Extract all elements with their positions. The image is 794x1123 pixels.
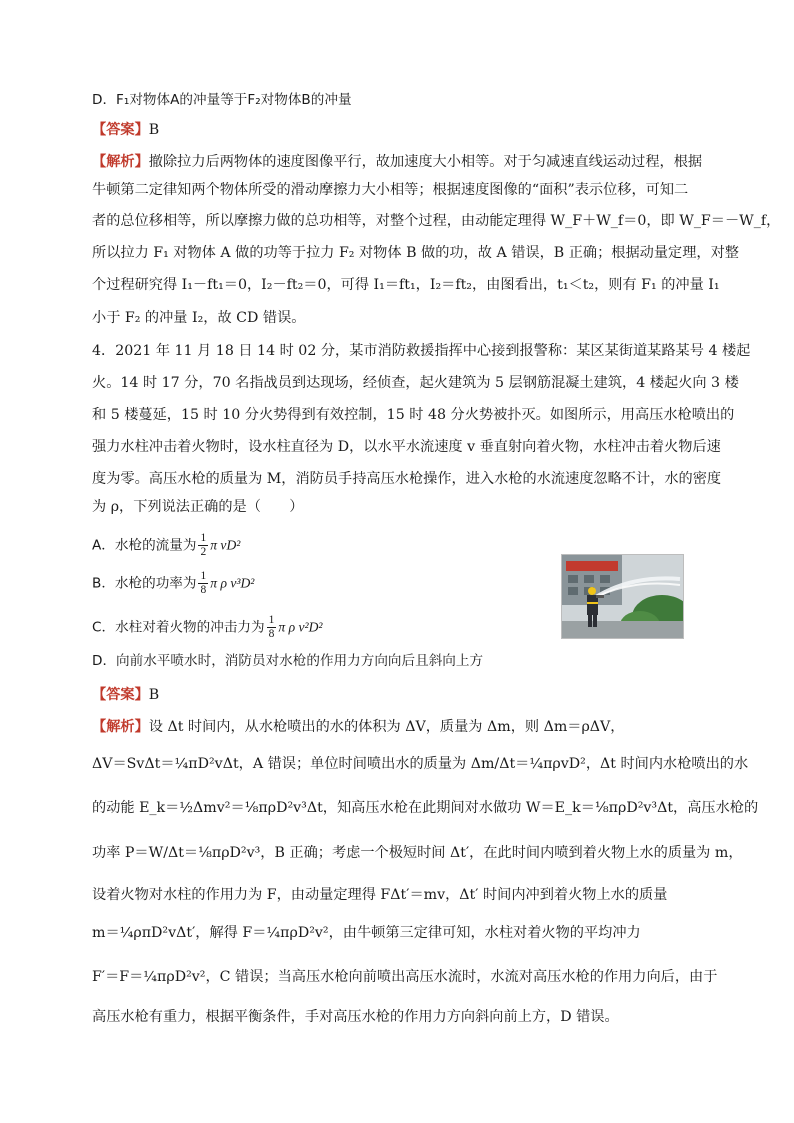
answer-tag: 【答案】 [92, 687, 149, 703]
q4-analysis-line-6: m＝¼ρπD²vΔt′，解得 F＝¼πρD²v²，由牛顿第三定律可知，水柱对着火物的平均冲力 [92, 925, 641, 941]
q4-stem-line-1: 4．2021 年 11 月 18 日 14 时 02 分，某市消防救援指挥中心接到报警称：某区某街道某路某号 4 楼起 [92, 343, 751, 359]
q3-answer [92, 119, 159, 141]
q4-analysis-line-2: ΔV＝SvΔt＝¼πD²vΔt，A 错误；单位时间喷出水的质量为 Δm/Δt＝¼πρvD²，Δt 时间内水枪喷出的水 [92, 756, 749, 772]
q3-analysis-line-5: 个过程研究得 I₁－ft₁＝0，I₂－ft₂＝0，可得 I₁＝ft₁，I₂＝ft₂，由图看出，t₁＜t₂，则有 F₁ 的冲量 I₁ [92, 277, 720, 293]
answer-value: B [148, 122, 160, 138]
q4-stem-line-2: 火。14 时 17 分，70 名指战员到达现场，经侦查，起火建筑为 5 层钢筋混凝土建筑，4 楼起火向 3 楼 [92, 375, 739, 391]
firefighter-photo [561, 554, 684, 639]
prev-option-d: D．F₁对物体A的冲量等于F₂对物体B的冲量 [92, 92, 352, 108]
fraction: $\frac{1}{8}$ [200, 570, 207, 596]
q4-analysis-line-4: 功率 P＝W/Δt＝⅛πρD²v³，B 正确；考虑一个极短时间 Δt′，在此时间内喷到着火物上水的质量为 m， [92, 845, 743, 861]
fraction: $\frac{1}{2}$ [200, 532, 207, 558]
q3-analysis-line-3: 者的总位移相等，所以摩擦力做的总功相等，对整个过程，由动能定理得 W_F＋W_f＝0，即 W_F＝－W_f， [92, 213, 781, 229]
q3-analysis-line-4: 所以拉力 F₁ 对物体 A 做的功等于拉力 F₂ 对物体 B 做的功，故 A 错误，B 正确；根据动量定理，对整 [92, 245, 739, 261]
q4-stem-line-4: 强力水柱冲击着火物时，设水柱直径为 D，以水平水流速度 v 垂直射向着火物，水柱冲击着火物后速 [92, 439, 721, 455]
q4-analysis-line-3: 的动能 E_k＝½Δmv²＝⅛πρD²v³Δt，知高压水枪在此期间对水做功 W＝E_k＝⅛πρD²v³Δt，高压水枪的 [92, 800, 759, 816]
q3-analysis-line-1: 【解析】撤除拉力后两物体的速度图像平行，故加速度大小相等。对于匀减速直线运动过程，根据 [92, 154, 703, 170]
q4-stem-line-6: 为 ρ，下列说法正确的是（ ） [92, 499, 304, 515]
q4-option-d: D．向前水平喷水时，消防员对水枪的作用力方向向后且斜向上方 [92, 653, 484, 669]
q4-option-a: A．水枪的流量为 $\frac{1}{2}$ π vD² [92, 532, 241, 558]
answer-value: B [148, 687, 160, 703]
analysis-tag: 【解析】 [92, 719, 149, 735]
q4-analysis-line-1: 【解析】设 Δt 时间内，从水枪喷出的水的体积为 ΔV，质量为 Δm，则 Δm＝ρΔV， [92, 719, 625, 735]
q4-analysis-line-7: F′＝F＝¼πρD²v²，C 错误；当高压水枪向前喷出高压水流时，水流对高压水枪的作用力向后，由于 [92, 969, 718, 985]
answer-tag: 【答案】 [92, 122, 149, 138]
q4-option-c: C．水柱对着火物的冲击力为 $\frac{1}{8}$ π ρ v²D² [92, 614, 323, 640]
analysis-tag: 【解析】 [92, 154, 149, 170]
q4-analysis-line-8: 高压水枪有重力，根据平衡条件，手对高压水枪的作用力方向斜向前上方，D 错误。 [92, 1009, 619, 1025]
q4-answer [92, 684, 159, 706]
q3-analysis-line-2: 牛顿第二定律知两个物体所受的滑动摩擦力大小相等；根据速度图像的“面积”表示位移，可知二 [92, 182, 689, 198]
q4-analysis-line-5: 设着火物对水柱的作用力为 F，由动量定理得 FΔt′＝mv，Δt′ 时间内冲到着火物上水的质量 [92, 887, 668, 903]
q4-option-b: B．水枪的功率为 $\frac{1}{8}$ π ρ v³D² [92, 570, 255, 596]
q3-analysis-line-6: 小于 F₂ 的冲量 I₂，故 CD 错误。 [92, 310, 306, 326]
q4-stem-line-3: 和 5 楼蔓延，15 时 10 分火势得到有效控制，15 时 48 分火势被扑灭。如图所示，用高压水枪喷出的 [92, 407, 735, 423]
fraction: $\frac{1}{8}$ [268, 614, 275, 640]
q4-stem-line-5: 度为零。高压水枪的质量为 M，消防员手持高压水枪操作，进入水枪的水流速度忽略不计，水的密度 [92, 471, 722, 487]
